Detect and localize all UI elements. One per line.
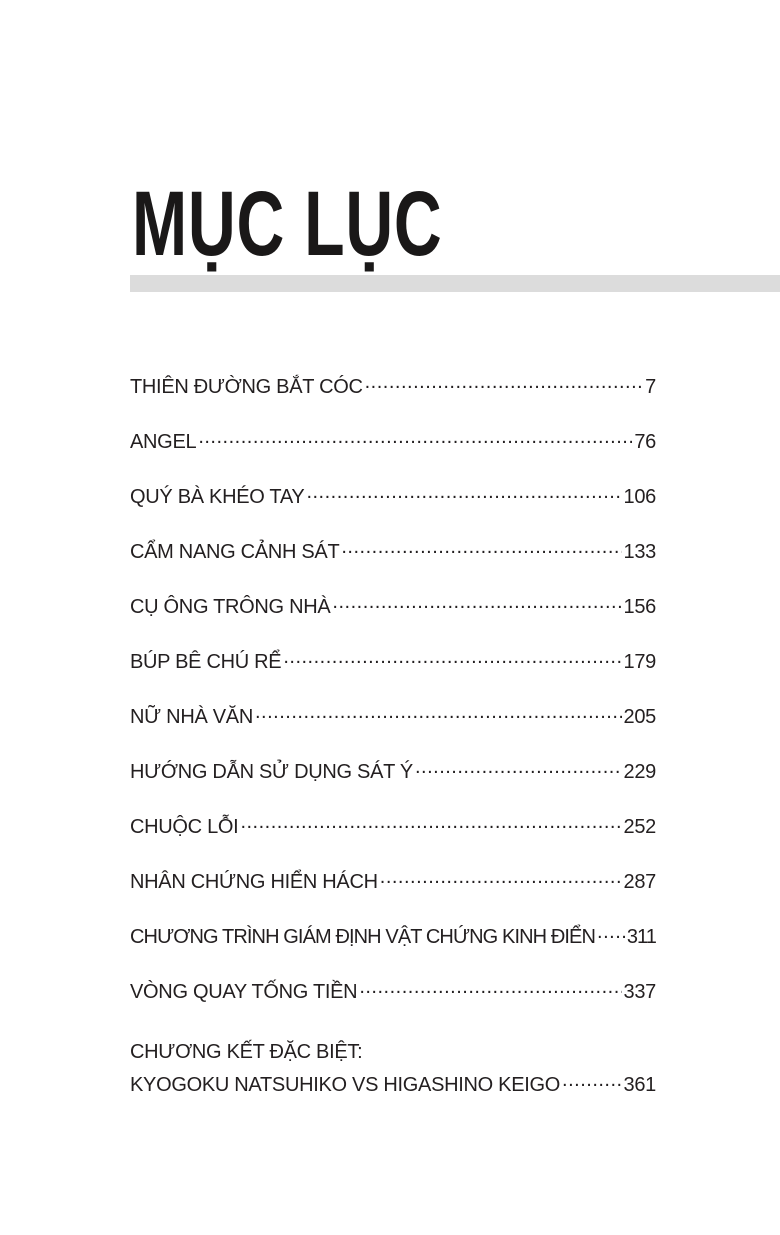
toc-page-number: 361: [623, 1074, 656, 1096]
toc-dot-leader: [341, 536, 621, 558]
toc-page-number: 106: [623, 486, 656, 508]
toc-dot-leader: [306, 481, 621, 503]
toc-dot-leader: [240, 811, 621, 833]
toc-entry[interactable]: [130, 910, 656, 965]
toc-page-number: 229: [623, 761, 656, 783]
toc-entry-title: KYOGOKU NATSUHIKO VS HIGASHINO KEIGO: [130, 1074, 561, 1096]
toc-page-number: 205: [623, 706, 656, 728]
toc-entry-title: BÚP BÊ CHÚ RỂ: [130, 651, 282, 673]
table-of-contents: [130, 360, 656, 1100]
toc-entry-title: NỮ NHÀ VĂN: [130, 706, 253, 728]
toc-dot-leader: [332, 591, 621, 613]
toc-dot-leader: [597, 921, 625, 943]
toc-entry-title: CHƯƠNG TRÌNH GIÁM ĐỊNH VẬT CHỨNG KINH ĐIỂN: [130, 926, 596, 948]
toc-entry-title: NHÂN CHỨNG HIỂN HÁCH: [130, 871, 378, 893]
toc-entry[interactable]: [130, 580, 656, 635]
toc-entry-title: ANGEL: [130, 431, 197, 453]
toc-page-number: 287: [623, 871, 656, 893]
toc-page-number: 311: [626, 926, 656, 948]
toc-entry[interactable]: [130, 470, 656, 525]
toc-entry-title: HƯỚNG DẪN SỬ DỤNG SÁT Ý: [130, 761, 413, 783]
toc-dot-leader: [562, 1069, 621, 1091]
toc-dot-leader: [365, 371, 644, 393]
toc-dot-leader: [198, 426, 632, 448]
toc-entry-title: CỤ ÔNG TRÔNG NHÀ: [130, 596, 331, 618]
toc-page-number: 7: [645, 376, 656, 398]
toc-entry-title: THIÊN ĐƯỜNG BẮT CÓC: [130, 376, 363, 398]
toc-dot-leader: [359, 976, 621, 998]
toc-entry[interactable]: [130, 415, 656, 470]
toc-page-number: 76: [634, 431, 656, 453]
toc-dot-leader: [255, 701, 622, 723]
toc-page-number: 252: [623, 816, 656, 838]
toc-dot-leader: [380, 866, 622, 888]
toc-entry[interactable]: [130, 690, 656, 745]
toc-entry[interactable]: [130, 360, 656, 415]
toc-entry-title: QUÝ BÀ KHÉO TAY: [130, 486, 305, 508]
toc-entry[interactable]: [130, 800, 656, 855]
toc-page-number: 179: [623, 651, 656, 673]
toc-entry[interactable]: [130, 1020, 656, 1100]
toc-entry-title: VÒNG QUAY TỐNG TIỀN: [130, 981, 358, 1003]
toc-page-number: 337: [623, 981, 656, 1003]
toc-dot-leader: [415, 756, 622, 778]
toc-entry[interactable]: [130, 635, 656, 690]
toc-entry-title-line1: CHƯƠNG KẾT ĐẶC BIỆT:: [130, 1041, 363, 1063]
title-block: [130, 168, 780, 298]
toc-entry[interactable]: [130, 525, 656, 580]
toc-entry-title: CHUỘC LỖI: [130, 816, 239, 838]
toc-dot-leader: [283, 646, 621, 668]
toc-entry[interactable]: [130, 855, 656, 910]
toc-entry[interactable]: [130, 745, 656, 800]
page-title: MỤC LỤC: [132, 173, 443, 275]
toc-page-number: 133: [623, 541, 656, 563]
toc-entry-title: CẨM NANG CẢNH SÁT: [130, 541, 340, 563]
toc-page-number: 156: [623, 596, 656, 618]
toc-entry[interactable]: [130, 965, 656, 1020]
